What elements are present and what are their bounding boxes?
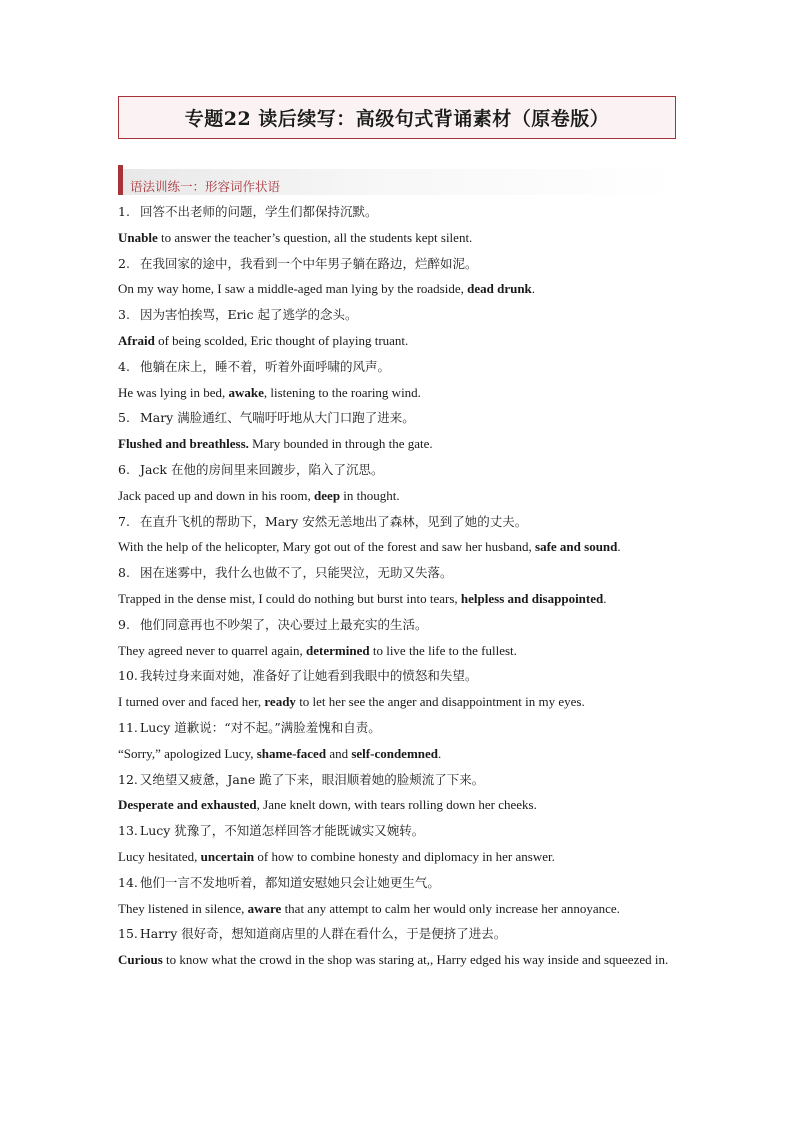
highlighted-adjective: uncertain <box>200 848 255 864</box>
exercise-chinese-sentence <box>118 354 678 380</box>
english-text: , listening to the roaring wind. <box>263 384 421 400</box>
english-text: With the help of the helicopter, Mary got out of the forest and saw her husband, <box>118 539 536 555</box>
exercise-chinese-sentence <box>118 457 678 483</box>
section-title: 语法训练一：形容词作状语 <box>130 179 281 194</box>
english-text: I turned over and faced her, <box>118 694 265 710</box>
exercise-number: 5. <box>118 410 130 426</box>
exercise-english-sentence <box>118 638 678 664</box>
english-text: On my way home, I saw a middle-aged man lying by the roadside, <box>118 281 468 297</box>
chinese-text: Jack 在他的房间里来回踱步，陷入了沉思。 <box>139 461 384 477</box>
highlighted-adjective: Afraid <box>118 332 155 348</box>
exercise-number: 3. <box>118 307 130 323</box>
exercise-number: 9. <box>118 616 130 632</box>
english-text: . <box>617 539 621 555</box>
english-text: in thought. <box>340 487 400 503</box>
exercise-chinese-sentence <box>118 405 678 431</box>
exercise-english-sentence <box>118 328 678 354</box>
exercise-number: 11. <box>118 719 138 735</box>
document-title: 专题22 读后续写：高级句式背诵素材（原卷版） <box>184 108 610 130</box>
english-text: Jack paced up and down in his room, <box>118 487 315 503</box>
highlighted-adjective: awake <box>228 384 264 400</box>
exercise-english-sentence <box>118 483 678 509</box>
english-text: and <box>326 745 352 761</box>
exercise-chinese-sentence <box>118 560 678 586</box>
exercise-number: 14. <box>118 874 138 890</box>
exercise-chinese-sentence <box>118 870 678 896</box>
english-text: Lucy hesitated, <box>118 848 201 864</box>
highlighted-adjective: self-condemned <box>351 745 439 761</box>
highlighted-adjective: determined <box>306 642 370 658</box>
exercise-chinese-sentence <box>118 251 678 277</box>
exercise-english-sentence <box>118 431 678 457</box>
english-text: , Jane knelt down, with tears rolling down her cheeks. <box>256 797 537 813</box>
chinese-text: 他们同意再也不吵架了，决心要过上最充实的生活。 <box>139 616 428 632</box>
exercise-chinese-sentence <box>118 612 678 638</box>
english-text: They agreed never to quarrel again, <box>118 642 307 658</box>
exercise-number: 1. <box>118 204 130 219</box>
exercise-chinese-sentence <box>118 921 678 947</box>
chinese-text: 回答不出老师的问题，学生们都保持沉默。 <box>139 204 378 219</box>
highlighted-adjective: deep <box>314 487 341 503</box>
exercise-english-sentence <box>118 534 678 560</box>
chinese-text: 我转过身来面对她，准备好了让她看到我眼中的愤怒和失望。 <box>139 668 478 684</box>
exercise-chinese-sentence <box>118 767 678 793</box>
exercise-chinese-sentence <box>118 715 678 741</box>
exercise-english-sentence <box>118 792 678 818</box>
exercise-english-sentence <box>118 844 678 870</box>
english-text: to answer the teacher’s question, all the students kept silent. <box>157 229 473 245</box>
chinese-text: Harry 很好奇，想知道商店里的人群在看什么，于是便挤了进去。 <box>139 926 507 942</box>
exercise-number: 15. <box>118 926 138 942</box>
exercise-chinese-sentence <box>118 818 678 844</box>
english-text: that any attempt to calm her would only increase her annoyance. <box>281 900 620 916</box>
chinese-text: 因为害怕挨骂，Eric 起了逃学的念头。 <box>139 307 358 323</box>
document-title-box <box>118 96 676 139</box>
exercise-number: 4. <box>118 358 130 374</box>
highlighted-adjective: ready <box>264 694 296 710</box>
highlighted-adjective: Flushed and breathless. <box>118 436 249 452</box>
exercise-chinese-sentence <box>118 199 678 225</box>
english-text: . <box>438 745 442 761</box>
highlighted-adjective: Unable <box>118 229 158 245</box>
exercise-chinese-sentence <box>118 302 678 328</box>
chinese-text: 在我回家的途中，我看到一个中年男子躺在路边，烂醉如泥。 <box>139 255 478 271</box>
exercise-number: 12. <box>118 771 138 787</box>
chinese-text: 又绝望又疲惫，Jane 跪了下来，眼泪顺着她的脸颊流了下来。 <box>139 771 485 787</box>
english-text: to let her see the anger and disappointment in my eyes. <box>295 694 585 710</box>
exercise-english-sentence <box>118 947 678 972</box>
exercise-english-sentence <box>118 689 678 715</box>
english-text: Trapped in the dense mist, I could do nothing but burst into tears, <box>118 590 461 606</box>
highlighted-adjective: shame-faced <box>256 745 327 761</box>
english-text: to know what the crowd in the shop was staring at,, Harry edged his way inside and squeezed in. <box>162 952 669 968</box>
english-text: They listened in silence, <box>118 900 248 916</box>
english-text: to live the life to the fullest. <box>369 642 517 658</box>
chinese-text: Mary 满脸通红、气喘吁吁地从大门口跑了进来。 <box>139 410 415 426</box>
exercise-number: 7. <box>118 513 130 529</box>
highlighted-adjective: aware <box>247 900 282 916</box>
highlighted-adjective: dead drunk <box>467 281 532 297</box>
exercise-english-sentence <box>118 741 678 767</box>
exercise-number: 13. <box>118 823 138 839</box>
english-text: of being scolded, Eric thought of playing truant. <box>154 332 409 348</box>
exercise-number: 6. <box>118 461 130 477</box>
english-text: . <box>531 281 536 297</box>
highlighted-adjective: safe and sound <box>535 539 618 555</box>
chinese-text: 他躺在床上，睡不着，听着外面呼啸的风声。 <box>139 358 390 374</box>
chinese-text: Lucy 道歉说：“对不起。”满脸羞愧和自责。 <box>139 719 381 735</box>
exercise-number: 2. <box>118 255 130 271</box>
exercise-chinese-sentence <box>118 509 678 535</box>
exercise-chinese-sentence <box>118 663 678 689</box>
exercise-english-sentence <box>118 896 678 922</box>
chinese-text: 困在迷雾中，我什么也做不了，只能哭泣，无助又失落。 <box>139 565 453 581</box>
english-text: . <box>603 590 607 606</box>
exercise-english-sentence <box>118 225 678 251</box>
exercise-english-sentence <box>118 380 678 406</box>
english-text: Mary bounded in through the gate. <box>248 436 433 452</box>
chinese-text: 在直升飞机的帮助下，Mary 安然无恙地出了森林，见到了她的丈夫。 <box>139 513 528 529</box>
chinese-text: 他们一言不发地听着，都知道安慰她只会让她更生气。 <box>139 874 440 890</box>
english-text: “Sorry,” apologized Lucy, <box>118 745 257 761</box>
chinese-text: Lucy 犹豫了，不知道怎样回答才能既诚实又婉转。 <box>139 823 425 839</box>
exercise-english-sentence <box>118 276 678 302</box>
exercise-number: 10. <box>118 668 138 684</box>
english-text: of how to combine honesty and diplomacy in her answer. <box>254 848 555 864</box>
section-header <box>118 165 678 195</box>
highlighted-adjective: helpless and disappointed <box>460 590 604 606</box>
highlighted-adjective: Desperate and exhausted <box>118 797 257 813</box>
exercise-english-sentence <box>118 586 678 612</box>
highlighted-adjective: Curious <box>118 952 163 968</box>
exercise-list <box>118 199 678 972</box>
english-text: He was lying in bed, <box>118 384 229 400</box>
exercise-number: 8. <box>118 565 130 581</box>
